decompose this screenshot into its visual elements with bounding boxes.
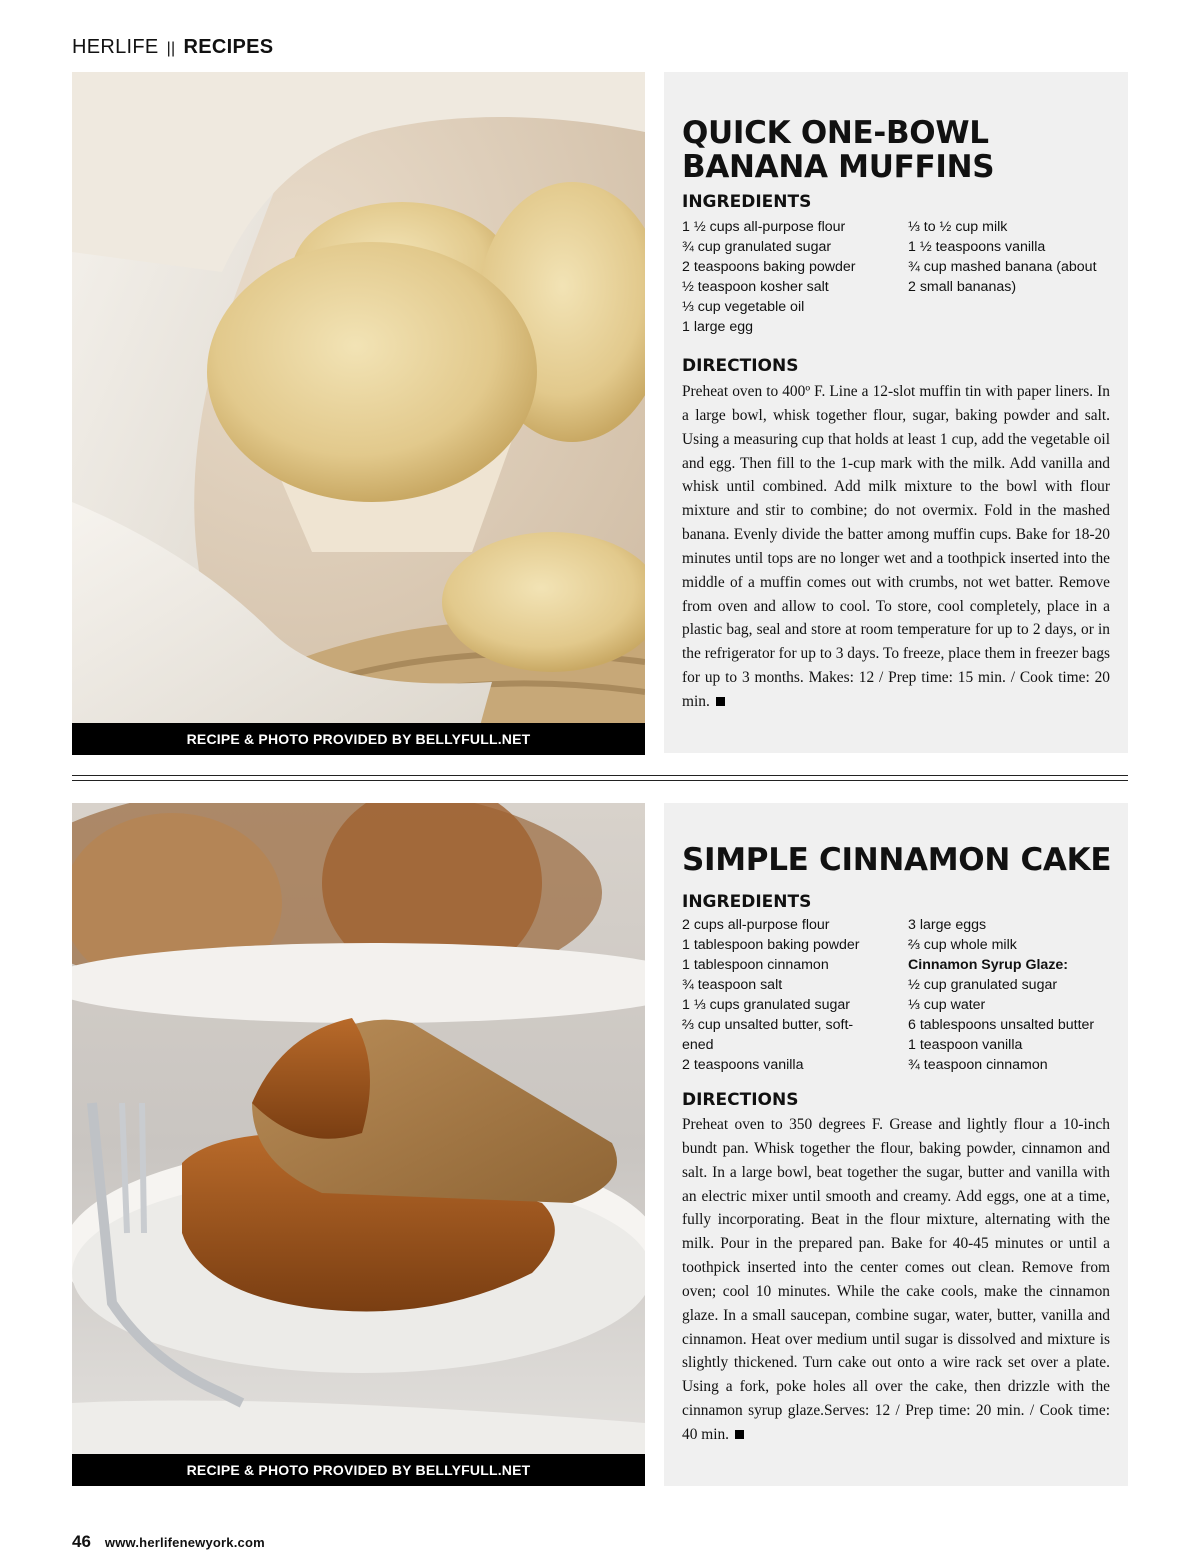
ingredient-item: 1 ½ teaspoons vanilla [908, 239, 1046, 255]
section-header [72, 36, 273, 59]
ingredient-item: 1 tablespoon baking powder [682, 937, 860, 953]
photo-credit: RECIPE & PHOTO PROVIDED BY BELLYFULL.NET [72, 1454, 645, 1486]
cinnamon-cake-recipe-card [664, 803, 1128, 1486]
ingredient-item: 1 tablespoon cinnamon [682, 957, 829, 973]
ingredient-item: 2 cups all-purpose flour [682, 917, 830, 933]
ingredient-item: 2 teaspoons vanilla [682, 1057, 804, 1073]
ingredient-item: ⅓ cup vegetable oil [682, 299, 805, 315]
ingredients-heading: INGREDIENTS [682, 892, 812, 912]
ingredient-item: 1 large egg [682, 319, 753, 335]
ingredient-item: 2 teaspoons baking powder [682, 259, 856, 275]
header-separator: || [166, 40, 176, 57]
ingredient-item: ½ teaspoon kosher salt [682, 279, 829, 295]
ingredients-list-left [682, 915, 859, 1075]
banana-muffins-photo [72, 72, 645, 755]
section-category: RECIPES [183, 36, 274, 58]
cinnamon-cake-photo [72, 803, 645, 1486]
ingredient-item: ¾ teaspoon salt [682, 977, 783, 993]
recipe-title: QUICK ONE-BOWL BANANA MUFFINS [682, 115, 995, 185]
ingredient-item: 1 teaspoon vanilla [908, 1037, 1023, 1053]
recipe-divider-bottom [72, 780, 1128, 781]
glaze-subheading: Cinnamon Syrup Glaze: [908, 957, 1069, 973]
ingredient-item: ¾ teaspoon cinnamon [908, 1057, 1048, 1073]
ingredient-item: 2 small bananas) [908, 279, 1017, 295]
ingredient-item: ⅓ cup water [908, 997, 986, 1013]
directions-body: Preheat oven to 350 degrees F. Grease and lightly flour a 10-inch bundt pan. Whisk together the flour, baking powder, cinnamon and salt. In a large bowl, beat together the sugar, butter and vanilla with an electric mixer until smooth and creamy. Add eggs, one at a time, fully incorporating. Beat in the flour mixture, alternating with the milk. Pour in the prepared pan. Bake for 40-45 minutes or until a toothpick inserted into the center comes out clean. Remove from oven; cool 10 minutes. While the cake cools, make the cinnamon glaze. In a small saucepan, combine sugar, water, butter, vanilla and cinnamon. Heat over medium until sugar is dissolved and mixture is slightly thickened. Turn cake out onto a wire rack set over a plate. Using a fork, poke holes all over the cake, then drizzle with the cinnamon syrup glaze.Serves: 12 / Prep time: 20 min. / Cook time: 40 min. [682, 1116, 1110, 1443]
ingredients-list-right [908, 217, 1097, 297]
recipe-title: SIMPLE CINNAMON CAKE [682, 842, 1112, 878]
ingredient-item: ened [682, 1037, 714, 1053]
ingredient-item: ½ cup granulated sugar [908, 977, 1058, 993]
ingredient-item: ⅓ to ½ cup milk [908, 219, 1008, 235]
muffins-basket-illustration [72, 72, 645, 755]
directions-text [682, 1113, 1110, 1447]
ingredient-item: ¾ cup mashed banana (about [908, 259, 1097, 275]
banana-muffins-recipe-card [664, 72, 1128, 753]
directions-heading: DIRECTIONS [682, 1090, 799, 1110]
ingredients-list-left [682, 217, 856, 337]
ingredient-item: 3 large eggs [908, 917, 987, 933]
website-url[interactable]: www.herlifenewyork.com [104, 1535, 265, 1550]
photo-credit: RECIPE & PHOTO PROVIDED BY BELLYFULL.NET [72, 723, 645, 755]
ingredients-heading: INGREDIENTS [682, 192, 812, 212]
ingredient-item: ⅔ cup unsalted butter, soft- [682, 1017, 854, 1033]
page-footer [72, 1532, 265, 1552]
ingredient-item: ¾ cup granulated sugar [682, 239, 832, 255]
end-mark-icon [716, 697, 725, 706]
ingredient-item: 6 tablespoons unsalted butter [908, 1017, 1095, 1033]
recipe-divider-top [72, 775, 1128, 776]
directions-heading: DIRECTIONS [682, 356, 799, 376]
ingredient-item: ⅔ cup whole milk [908, 937, 1017, 953]
ingredient-item: 1 ½ cups all-purpose flour [682, 219, 846, 235]
end-mark-icon [735, 1430, 744, 1439]
directions-text [682, 380, 1110, 714]
directions-body: Preheat oven to 400º F. Line a 12-slot muffin tin with paper liners. In a large bowl, whisk together flour, sugar, baking powder and salt. Using a measuring cup that holds at least 1 cup, add the vegetable oil and egg. Then fill to the 1-cup mark with the milk. Add vanilla and whisk until combined. Add milk mixture to the bowl with flour mixture and stir to combine; do not overmix. Fold in the mashed banana. Evenly divide the batter among muffin cups. Bake for 18-20 minutes until tops are no longer wet and a toothpick inserted into the middle of a muffin comes out with crumbs, not wet batter. Remove from oven and allow to cool. To store, cool completely, place in a plastic bag, seal and store at room temperature for up to 2 days, or in the refrigerator for up to 3 days. To freeze, place them in freezer bags for up to 3 months. Makes: 12 / Prep time: 15 min. / Cook time: 20 min. [682, 383, 1110, 710]
magazine-section: HERLIFE [72, 36, 159, 58]
ingredient-item: 1 ⅓ cups granulated sugar [682, 997, 850, 1013]
cinnamon-cake-illustration [72, 803, 645, 1486]
ingredients-list-right [908, 915, 1094, 1075]
page-number: 46 [72, 1532, 91, 1551]
